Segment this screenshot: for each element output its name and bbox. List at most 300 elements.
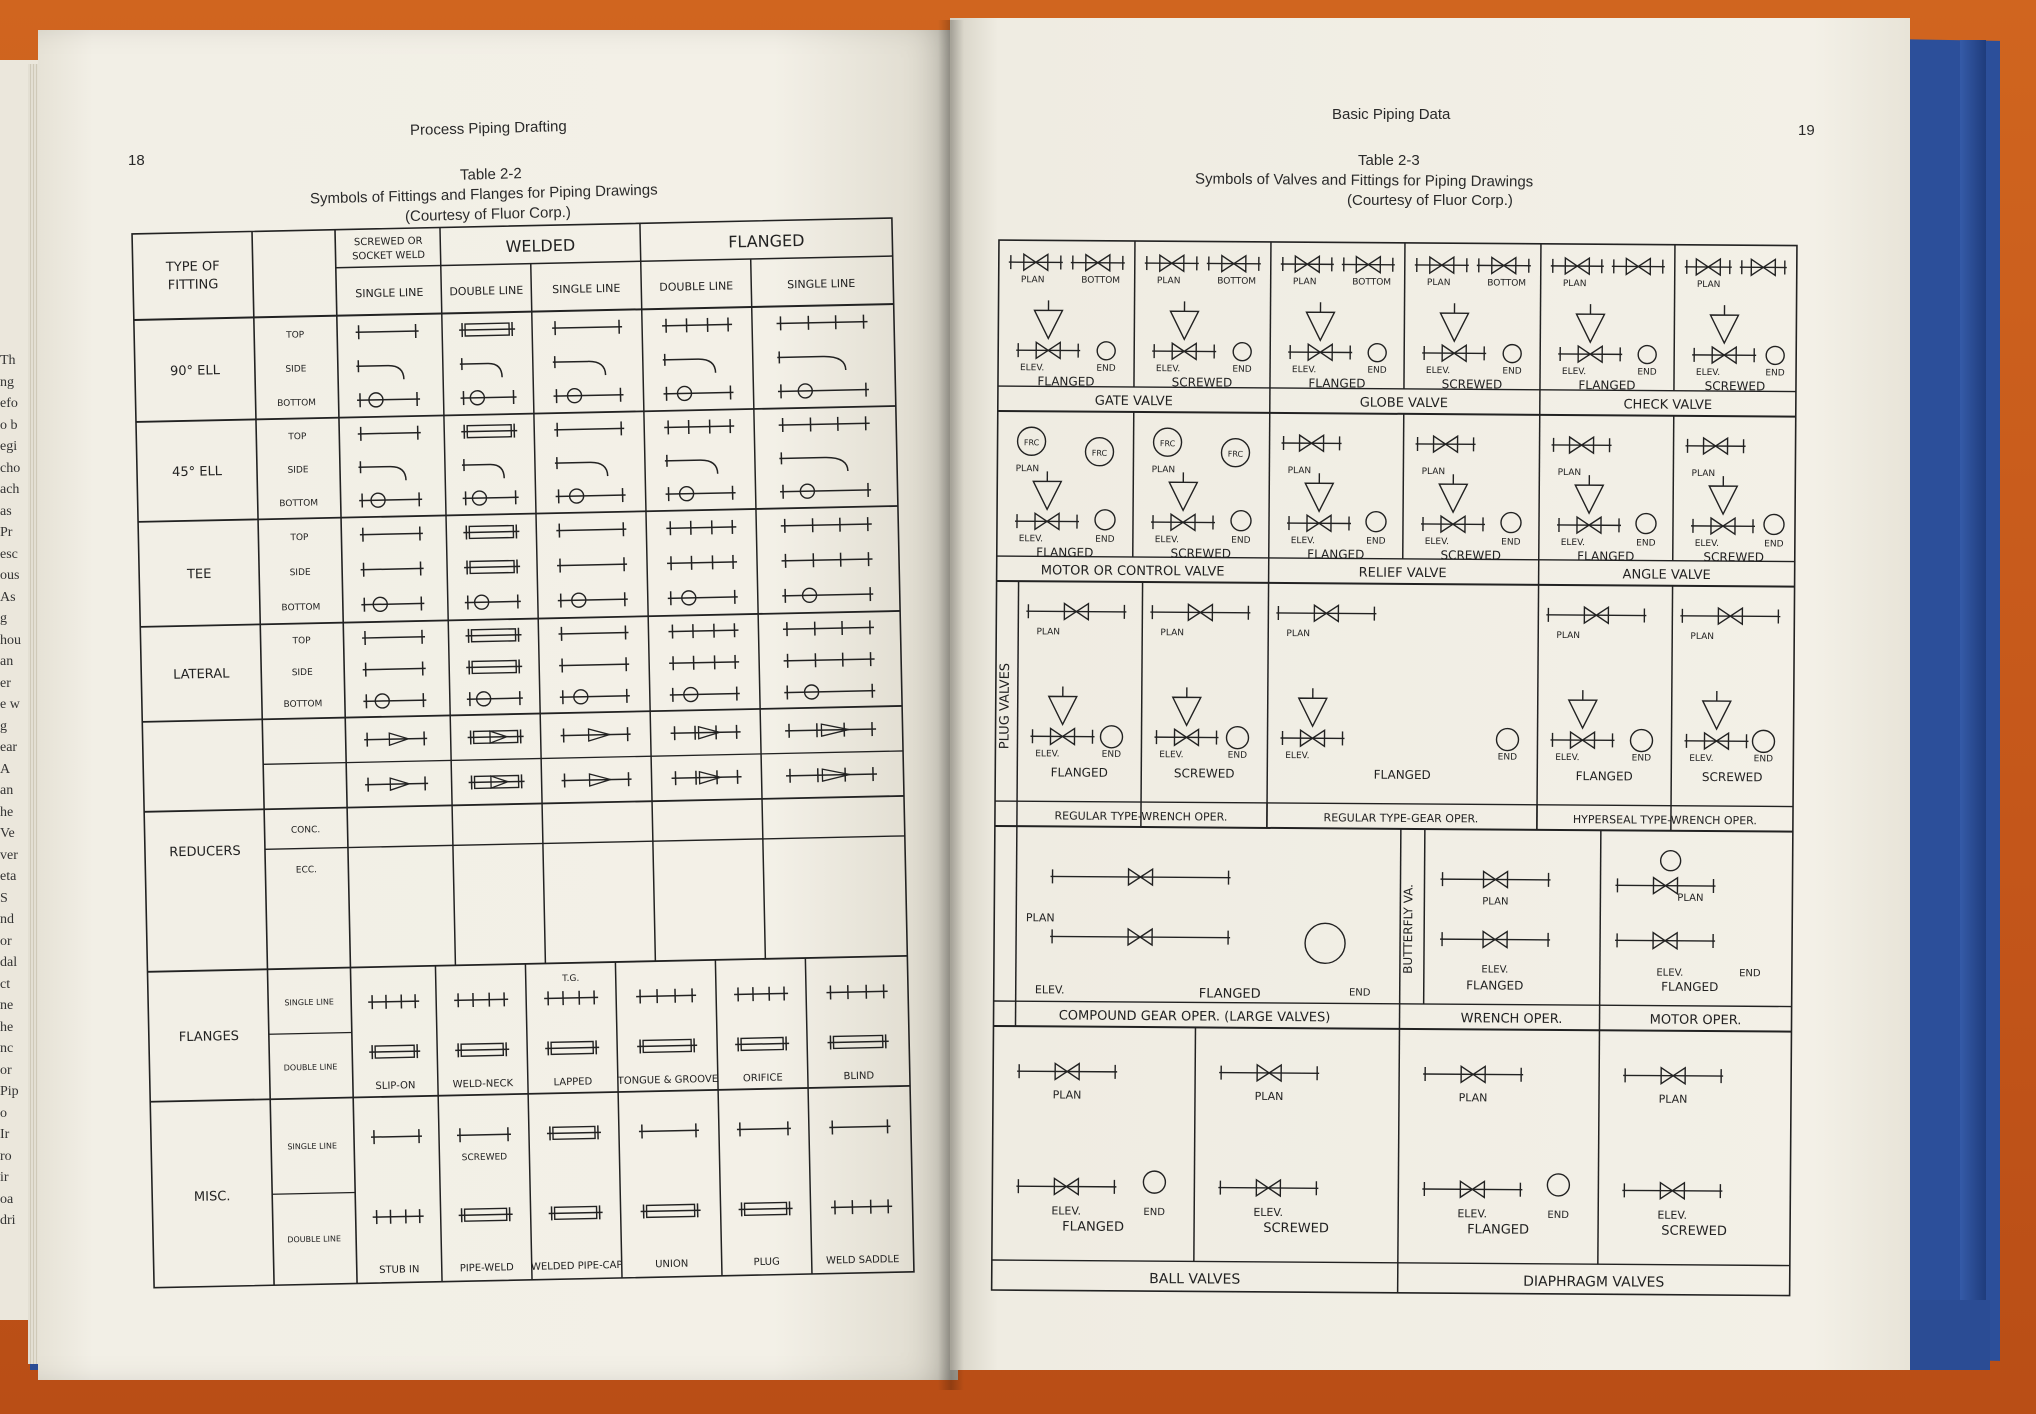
row-0-name: 90° ELL bbox=[169, 363, 221, 380]
fragment-line: dal bbox=[0, 955, 18, 970]
pipe-line bbox=[373, 1216, 424, 1217]
fragment-line: oa bbox=[0, 1191, 14, 1207]
elbow-line bbox=[779, 457, 848, 472]
end-view-circle bbox=[1501, 513, 1521, 533]
pipe-line bbox=[459, 1214, 513, 1215]
pipe-line bbox=[455, 1049, 509, 1050]
pipe-line bbox=[559, 632, 629, 633]
pipe-line bbox=[672, 777, 742, 778]
flanged-screwed-label: FLANGED bbox=[1036, 545, 1094, 560]
row5-group-1: DIAPHRAGM VALVES bbox=[1523, 1273, 1665, 1291]
plan-label: PLAN bbox=[1020, 275, 1045, 286]
col-rule bbox=[1133, 412, 1134, 557]
col-single-line: SINGLE LINE bbox=[787, 276, 856, 292]
plan-label: PLAN bbox=[1025, 911, 1055, 925]
flanged-screwed-label: SCREWED bbox=[1173, 766, 1235, 781]
view-label-top: TOP bbox=[292, 636, 311, 647]
end-label: END bbox=[1764, 539, 1784, 550]
valve-stem bbox=[1299, 698, 1327, 726]
col-rule bbox=[1141, 582, 1143, 827]
fragment-line: ach bbox=[0, 482, 20, 497]
end-view-circle bbox=[1231, 511, 1251, 531]
flanged-screwed-label: FLANGED bbox=[1050, 765, 1108, 780]
view-label-side: SIDE bbox=[289, 567, 311, 579]
plan-label: PLAN bbox=[1052, 1088, 1082, 1102]
plan-label: PLAN bbox=[1562, 278, 1587, 290]
row-2-name: TEE bbox=[186, 566, 212, 583]
elev-label: ELEV. bbox=[1555, 752, 1580, 764]
left-table-number: Table 2-2 bbox=[459, 165, 522, 184]
end-view-circle bbox=[1226, 727, 1248, 749]
valves-fittings-table bbox=[988, 236, 1800, 1302]
col-rule bbox=[252, 231, 274, 1285]
left-table-title: Symbols of Fittings and Flanges for Piping Drawings bbox=[309, 181, 658, 208]
pipe-line bbox=[828, 1041, 889, 1042]
pipe-line bbox=[779, 423, 870, 425]
frc-label: FRC bbox=[1091, 448, 1108, 458]
pipe-line bbox=[662, 324, 732, 325]
pipe-line bbox=[780, 490, 871, 492]
pipe-line bbox=[562, 779, 632, 780]
fragment-line: he bbox=[0, 804, 14, 820]
col-double-line: DOUBLE LINE bbox=[449, 283, 524, 299]
row5-group-0: BALL VALVES bbox=[1149, 1271, 1241, 1288]
row-rule bbox=[142, 706, 902, 722]
end-view-circle bbox=[1100, 726, 1122, 748]
pipe-line bbox=[666, 527, 736, 528]
elbow-line bbox=[555, 462, 608, 477]
fragment-line: as bbox=[0, 503, 12, 519]
col-rule bbox=[525, 964, 532, 1280]
elev-label: ELEV. bbox=[1159, 750, 1184, 761]
pipe-line bbox=[468, 736, 524, 737]
flange-label-0: SLIP-ON bbox=[375, 1080, 416, 1093]
end-view-circle bbox=[1547, 1174, 1569, 1196]
right-table-credit: (Courtesy of Fluor Corp.) bbox=[1347, 192, 1513, 209]
plan-label: PLAN bbox=[1254, 1089, 1284, 1104]
flanged-screwed-label: FLANGED bbox=[1037, 374, 1095, 389]
pipe-line bbox=[781, 524, 872, 526]
pipe-line bbox=[549, 1212, 603, 1213]
pipe-line bbox=[545, 1047, 599, 1048]
flanged-screwed-label: FLANGED bbox=[1578, 378, 1636, 393]
book-cover-edge bbox=[1960, 40, 1986, 1360]
pipe-line bbox=[357, 399, 420, 400]
caption-rule bbox=[992, 1260, 1790, 1266]
flange-label-2: LAPPED bbox=[553, 1076, 593, 1089]
fragment-line: ne bbox=[0, 998, 14, 1013]
col-rule bbox=[435, 966, 442, 1282]
end-view-circle bbox=[1766, 346, 1784, 364]
end-label: END bbox=[1637, 367, 1657, 378]
pipe-line bbox=[560, 696, 630, 697]
end-label: END bbox=[1095, 534, 1115, 545]
end-label: END bbox=[1366, 536, 1386, 547]
col-rule bbox=[1537, 585, 1539, 830]
elev-label: ELEV. bbox=[1253, 1205, 1284, 1220]
col-double-line: DOUBLE LINE bbox=[659, 279, 734, 294]
elev-label: ELEV. bbox=[1424, 537, 1450, 548]
col-rule bbox=[1194, 1027, 1196, 1261]
pipe-line bbox=[363, 700, 426, 701]
view-label-bottom: BOTTOM bbox=[279, 498, 319, 510]
pipe-line bbox=[667, 562, 737, 563]
valve-stem bbox=[1440, 313, 1468, 341]
pipe-line bbox=[464, 566, 520, 567]
pipe-line bbox=[368, 1001, 419, 1002]
header-screwed: SCREWED OR bbox=[353, 235, 423, 249]
right-table-number: Table 2-3 bbox=[1358, 152, 1420, 169]
valve-stem bbox=[1034, 310, 1062, 338]
pipe-line bbox=[557, 564, 627, 565]
fragment-line: Th bbox=[0, 353, 16, 368]
end-label: END bbox=[1501, 537, 1521, 548]
elev-label: ELEV. bbox=[1155, 364, 1181, 375]
col-rule bbox=[640, 223, 641, 261]
flange-label-1: WELD-NECK bbox=[452, 1078, 514, 1091]
row2-group-0: MOTOR OR CONTROL VALVE bbox=[1040, 563, 1225, 580]
plan-label: PLAN bbox=[1658, 1092, 1688, 1106]
end-label: END bbox=[1096, 363, 1116, 374]
pipe-line bbox=[466, 666, 522, 667]
col-rule bbox=[1673, 416, 1674, 561]
right-running-head: Basic Piping Data bbox=[1332, 106, 1451, 123]
fragment-line: ng bbox=[0, 374, 14, 390]
row3-group-1: REGULAR TYPE-GEAR OPER. bbox=[1323, 811, 1479, 826]
elev-label: ELEV. bbox=[1561, 366, 1587, 378]
pipe-line bbox=[457, 1134, 511, 1135]
end-view-circle bbox=[1638, 345, 1656, 363]
misc-label-5: WELD SADDLE bbox=[825, 1254, 900, 1267]
col-rule bbox=[440, 228, 441, 266]
fragment-line: g bbox=[0, 611, 7, 626]
fragment-line: nd bbox=[0, 912, 14, 927]
col-rule bbox=[1599, 830, 1600, 1030]
frc-label: FRC bbox=[1227, 449, 1244, 459]
left-table-credit: (Courtesy of Fluor Corp.) bbox=[404, 203, 572, 226]
end-view-circle bbox=[1636, 513, 1656, 533]
plan-label: PLAN bbox=[1557, 467, 1582, 479]
end-view-circle bbox=[1366, 512, 1386, 532]
row-rule bbox=[150, 1086, 910, 1102]
valve-stem bbox=[1710, 315, 1738, 343]
col-rule bbox=[1267, 583, 1269, 828]
row-4-name: REDUCERS bbox=[169, 843, 241, 861]
pipe-line bbox=[636, 995, 696, 996]
left-running-head: Process Piping Drafting bbox=[409, 117, 567, 140]
pipe-line bbox=[831, 1206, 892, 1207]
plan-label: PLAN bbox=[1690, 631, 1715, 643]
end-view-circle bbox=[1143, 1171, 1165, 1193]
valve-stem bbox=[1703, 701, 1731, 729]
flanged-screwed-label: FLANGED bbox=[1467, 1222, 1530, 1238]
fragment-line: o bbox=[0, 1105, 7, 1121]
row-rule bbox=[272, 1192, 355, 1194]
pipe-line bbox=[777, 322, 868, 324]
valve-stem bbox=[1169, 482, 1197, 510]
pipe-line bbox=[666, 493, 736, 494]
flanged-screwed-label: SCREWED bbox=[1704, 378, 1766, 394]
row-rule bbox=[265, 836, 905, 849]
view-label-side: SIDE bbox=[287, 465, 309, 476]
fragment-line: Pip bbox=[0, 1084, 19, 1099]
pipe-line bbox=[465, 601, 521, 602]
row1-group-2: CHECK VALVE bbox=[1623, 397, 1713, 414]
row-1-name: 45° ELL bbox=[171, 464, 223, 481]
caption-rule bbox=[994, 1001, 1792, 1007]
view-label-conc: CONC. bbox=[290, 825, 321, 836]
end-label: END bbox=[1497, 752, 1518, 763]
butterfly-label: BUTTERFLY VA. bbox=[1400, 883, 1416, 974]
pipe-line bbox=[364, 738, 427, 739]
elev-label: ELEV. bbox=[1285, 751, 1310, 762]
col-rule bbox=[1404, 243, 1405, 389]
motor-circle bbox=[1661, 851, 1681, 871]
view-label-side: SIDE bbox=[285, 364, 307, 375]
end-label: END bbox=[1348, 987, 1371, 999]
end-view-circle bbox=[1764, 514, 1784, 534]
pipe-line bbox=[558, 599, 628, 600]
pipe-line bbox=[664, 392, 734, 393]
plan-label: PLAN bbox=[1160, 628, 1185, 639]
elbow-line bbox=[777, 356, 846, 371]
view-label-doubleline: DOUBLE LINE bbox=[283, 1062, 338, 1073]
plan-label: PLAN bbox=[1286, 629, 1311, 640]
col-rule bbox=[615, 962, 622, 1278]
left-page-number: 18 bbox=[128, 152, 145, 169]
plan-label: PLAN bbox=[1287, 466, 1312, 477]
header-fitting: FITTING bbox=[167, 277, 219, 294]
end-view-circle bbox=[1097, 342, 1115, 360]
fragment-line: efo bbox=[0, 396, 18, 411]
flanged-screwed-label: SCREWED bbox=[1661, 1223, 1727, 1240]
bottom-label: BOTTOM bbox=[1217, 276, 1257, 287]
elev-label: ELEV. bbox=[1051, 1204, 1082, 1218]
view-label-bottom: BOTTOM bbox=[281, 602, 321, 614]
frc-label: FRC bbox=[1023, 438, 1040, 448]
pipe-line bbox=[735, 1043, 789, 1044]
view-label-top: TOP bbox=[290, 532, 309, 544]
pipe-line bbox=[466, 635, 522, 636]
flanged-screwed-label: FLANGED bbox=[1577, 549, 1635, 564]
plan-label: PLAN bbox=[1482, 896, 1509, 908]
fragment-line: esc bbox=[0, 546, 18, 562]
end-label: END bbox=[1232, 364, 1252, 375]
plan-label: PLAN bbox=[1421, 466, 1446, 478]
col-rule bbox=[1598, 1030, 1600, 1264]
flanged-screwed-label: FLANGED bbox=[1575, 769, 1633, 784]
row-rule bbox=[144, 796, 904, 812]
misc-label-0: STUB IN bbox=[379, 1264, 420, 1277]
fragment-line: ct bbox=[0, 976, 11, 992]
fragment-line: o b bbox=[0, 417, 18, 433]
fragment-line: ro bbox=[0, 1148, 12, 1164]
header-type: TYPE OF bbox=[165, 259, 220, 276]
row-5-name: FLANGES bbox=[178, 1028, 240, 1046]
pipe-line bbox=[782, 594, 873, 596]
pipe-line bbox=[362, 637, 425, 638]
bottom-label: BOTTOM bbox=[1081, 275, 1121, 286]
flange-label-4: ORIFICE bbox=[742, 1072, 783, 1085]
pipe-line bbox=[361, 568, 424, 569]
col-rule bbox=[715, 960, 722, 1276]
elev-label: ELEV. bbox=[1018, 534, 1044, 545]
elbow-line bbox=[460, 363, 502, 378]
view-label-doubleline: DOUBLE LINE bbox=[287, 1234, 342, 1245]
pipe-line bbox=[784, 659, 875, 661]
row-6-name: MISC. bbox=[193, 1189, 231, 1205]
plan-label: PLAN bbox=[1015, 464, 1040, 475]
end-view-circle bbox=[1095, 510, 1115, 530]
col-rule bbox=[1269, 413, 1270, 558]
fragment-line: an bbox=[0, 654, 14, 669]
previous-page-text-fragment bbox=[0, 350, 30, 1232]
flanged-screwed-label: SCREWED bbox=[1441, 377, 1503, 392]
pipe-line bbox=[784, 691, 875, 693]
fragment-line: hou bbox=[0, 632, 21, 648]
valve-stem bbox=[1575, 485, 1603, 513]
pipe-line bbox=[463, 497, 519, 498]
elev-label: ELEV. bbox=[1481, 964, 1509, 976]
end-label: END bbox=[1367, 365, 1387, 376]
flanged-screwed-label: SCREWED bbox=[1171, 375, 1233, 390]
end-view-circle bbox=[1503, 345, 1521, 363]
view-label-top: TOP bbox=[286, 330, 305, 341]
col-rule bbox=[1674, 245, 1675, 391]
fragment-line: ver bbox=[0, 847, 18, 863]
book-gutter bbox=[938, 20, 964, 1390]
col-rule bbox=[641, 261, 656, 961]
row2-group-2: ANGLE VALVE bbox=[1622, 567, 1711, 584]
elev-label: ELEV. bbox=[1656, 967, 1684, 979]
bottom-label: BOTTOM bbox=[1352, 277, 1392, 288]
flanged-screwed-label: FLANGED bbox=[1062, 1219, 1125, 1235]
end-label: END bbox=[1739, 968, 1761, 980]
fragment-line: egi bbox=[0, 439, 18, 454]
fragment-line: Ir bbox=[0, 1127, 10, 1142]
pipe-line bbox=[639, 1130, 699, 1131]
plan-label: PLAN bbox=[1036, 627, 1061, 638]
end-view-circle bbox=[1752, 730, 1774, 752]
elev-label: ELEV. bbox=[1154, 535, 1180, 546]
pipe-line bbox=[786, 774, 877, 776]
header-flanged: FLANGED bbox=[728, 230, 805, 252]
pipe-line bbox=[469, 781, 525, 782]
pipe-line bbox=[361, 603, 424, 604]
pipe-line bbox=[461, 397, 517, 398]
pipe-line bbox=[556, 529, 626, 530]
pipe-line bbox=[359, 499, 422, 500]
col-rule bbox=[1270, 242, 1271, 388]
col-rule bbox=[1398, 1029, 1400, 1263]
valve-stem bbox=[1569, 700, 1597, 728]
misc-label-2: WELDED PIPE-CAP bbox=[530, 1259, 623, 1273]
elbow-line bbox=[358, 466, 406, 481]
elev-label: ELEV. bbox=[1695, 367, 1721, 379]
end-label: END bbox=[1227, 750, 1248, 761]
plan-label: PLAN bbox=[1156, 276, 1181, 287]
end-label: END bbox=[1547, 1209, 1569, 1222]
fragment-line: ear bbox=[0, 740, 18, 755]
elev-label: ELEV. bbox=[1689, 753, 1714, 765]
fragment-line: an bbox=[0, 783, 14, 798]
misc-label-4: PLUG bbox=[753, 1256, 780, 1269]
pipe-line bbox=[363, 668, 426, 669]
fragment-line: ir bbox=[0, 1170, 9, 1185]
header-socket-weld: SOCKET WELD bbox=[352, 249, 426, 263]
frc-label: FRC bbox=[1159, 439, 1176, 449]
end-label: END bbox=[1631, 753, 1652, 764]
pipe-line bbox=[356, 331, 419, 332]
col-rule bbox=[1540, 244, 1541, 390]
flanged-label: FLANGED bbox=[1661, 979, 1719, 995]
col-rule bbox=[335, 230, 357, 1284]
fittings-flanges-table bbox=[130, 216, 917, 1292]
flanged-screwed-label: FLANGED bbox=[1307, 547, 1365, 562]
fragment-line: Pr bbox=[0, 525, 13, 540]
pipe-line bbox=[369, 1051, 420, 1052]
pipe-line bbox=[671, 732, 741, 733]
pipe-line bbox=[556, 495, 626, 496]
pipe-line bbox=[826, 991, 887, 992]
caption-rule bbox=[995, 801, 1793, 807]
flanged-screwed-label: SCREWED bbox=[1703, 549, 1765, 565]
col-rule bbox=[805, 958, 812, 1274]
valve-stem bbox=[1439, 484, 1467, 512]
fragment-line: eta bbox=[0, 869, 17, 884]
view-label-singleline: SINGLE LINE bbox=[287, 1141, 338, 1152]
flange-label-3: TONGUE & GROOVE bbox=[617, 1073, 719, 1087]
pipe-line bbox=[669, 662, 739, 663]
fragment-line: dri bbox=[0, 1213, 16, 1228]
pipe-line bbox=[459, 329, 515, 330]
pipe-line bbox=[637, 1045, 697, 1046]
fragment-line: S bbox=[0, 890, 8, 906]
row-3-name: LATERAL bbox=[173, 666, 230, 683]
valve-stem bbox=[1170, 311, 1198, 339]
fragment-line: nc bbox=[0, 1041, 14, 1056]
row-rule bbox=[995, 826, 1793, 832]
pipe-line bbox=[358, 433, 421, 434]
gear-end-circle bbox=[1305, 923, 1345, 963]
misc-screwed-label: SCREWED bbox=[461, 1152, 508, 1164]
fragment-line: e w bbox=[0, 697, 20, 712]
end-view-circle bbox=[1630, 729, 1652, 751]
fragment-line: or bbox=[0, 1062, 12, 1078]
elev-label: ELEV. bbox=[1035, 749, 1060, 760]
col-rule bbox=[1539, 415, 1540, 560]
fragment-line: cho bbox=[0, 460, 21, 476]
fragment-line: A bbox=[0, 761, 11, 777]
elev-label: ELEV. bbox=[1560, 537, 1586, 549]
pipe-line bbox=[664, 426, 734, 427]
fragment-line: As bbox=[0, 589, 16, 605]
flanged-screwed-label: SCREWED bbox=[1263, 1220, 1329, 1237]
fittings-flanges-drawing bbox=[130, 216, 917, 1292]
col-rule bbox=[751, 259, 766, 959]
elev-label: ELEV. bbox=[1291, 365, 1317, 376]
pipe-line bbox=[670, 693, 740, 694]
end-label: END bbox=[1765, 368, 1785, 379]
elev-label: ELEV. bbox=[1034, 983, 1065, 997]
valve-stem bbox=[1033, 481, 1061, 509]
plug-valves-label: PLUG VALVES bbox=[997, 662, 1014, 750]
row3-group-0: REGULAR TYPE-WRENCH OPER. bbox=[1054, 809, 1228, 824]
view-label-top: TOP bbox=[288, 432, 307, 443]
valve-stem bbox=[1306, 312, 1334, 340]
pipe-line bbox=[668, 630, 738, 631]
col-rule bbox=[1424, 829, 1425, 1004]
